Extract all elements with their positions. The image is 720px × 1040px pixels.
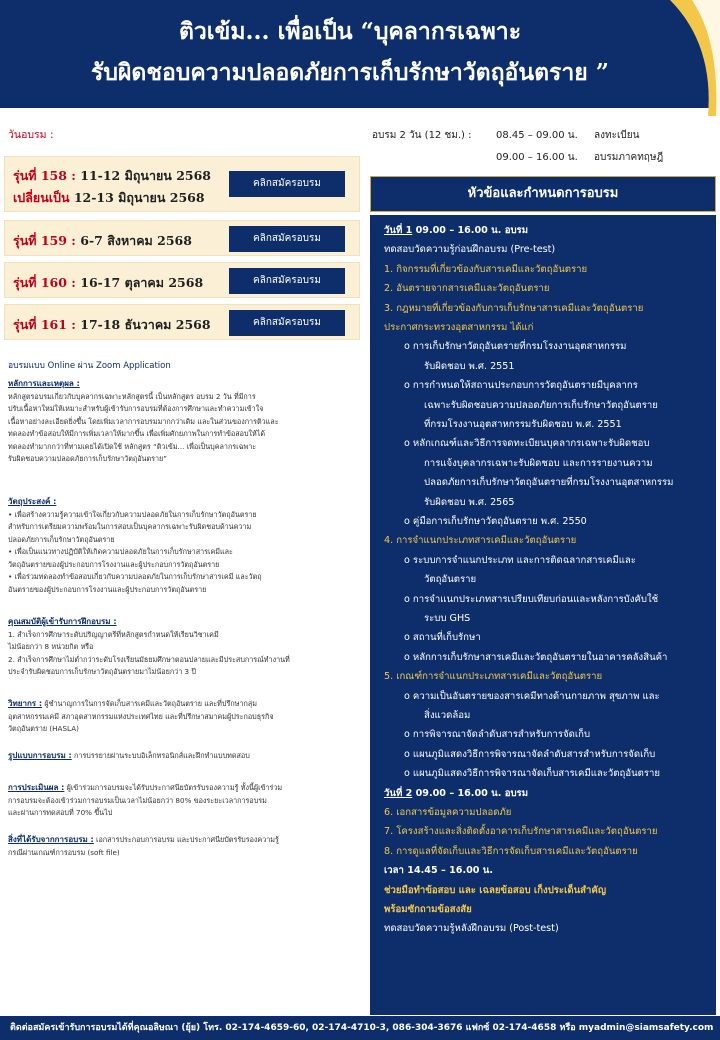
- batch-160-text: รุ่นที่ 160 : 16-17 ตุลาคม 2568: [13, 275, 204, 290]
- batch-160-card: [4, 262, 360, 298]
- speaker-section: [8, 698, 356, 736]
- topic-subitem-cont: เฉพาะรับผิดชอบความปลอดภัยการเก็บรักษาวัตถุอันตราย: [424, 399, 658, 411]
- topic-heading: 4. การจำแนกประเภทสารเคมีและวัตถุอันตราย: [384, 535, 577, 547]
- objective-line: วัตถุอันตรายของผู้ประกอบการโรงงานและผู้ประกอบการวัตถุอันตราย: [8, 559, 220, 569]
- speaker-line: วัตถุอันตราย (HASLA): [8, 724, 79, 733]
- day-header: [384, 223, 528, 238]
- receive-line: เอกสารประกอบการอบรม และประกาศนียบัตรรับรองความรู้: [93, 835, 279, 844]
- page-title-line-1: ติวเข้ม... เพื่อเป็น “บุคลากรเฉพาะ: [178, 18, 522, 45]
- day-time: 09.00 – 16.00 น. อบรม: [412, 787, 529, 799]
- rationale-line: ปรับเนื้อหาใหม่ให้เหมาะสำหรับผู้เข้ารับการอบรมที่ต้องการศึกษาและทำความเข้าใจ: [8, 404, 264, 413]
- speaker-line: อุตสาหกรรมเคมี สภาอุตสาหกรรมแห่งประเทศไทย และที่ปรึกษาสมาคมผู้ประกอบธุรกิจ: [8, 711, 274, 721]
- topic-subitem: o ระบบการจำแนกประเภท และการติดฉลากสารเคมีและ: [404, 554, 636, 566]
- topic-subitem-cont: ปลอดภัยการเก็บรักษาวัตถุอันตรายที่กรมโรงงานอุตสาหกรรม: [424, 477, 674, 489]
- objective-line: อันตรายของผู้ประกอบการโรงงานและผู้ประกอบการวัตถุอันตราย: [8, 584, 207, 594]
- topics-title: หัวข้อและกำหนดการอบรม: [370, 176, 716, 212]
- objective-line: ปลอดภัยการเก็บรักษาวัตถุอันตราย: [8, 534, 115, 544]
- topic-highlight: ช่วยมือทำข้อสอบ และ เฉลยข้อสอบ เก็งประเด็นสำคัญ: [384, 884, 606, 896]
- speaker-title: วิทยากร :: [8, 699, 43, 708]
- online-note: อบรมแบบ Online ผ่าน Zoom Application: [8, 361, 171, 371]
- speaker-line: ผู้ชำนาญการในการจัดเก็บสารเคมีและวัตถุอันตราย และที่ปรึกษากลุ่ม: [42, 699, 257, 708]
- topic-highlight: พร้อมซักถามข้อสงสัย: [384, 904, 472, 915]
- schedule-activity-1: ลงทะเบียน: [594, 130, 640, 141]
- topic-heading: 2. อันตรายจากสารเคมีและวัตถุอันตราย: [384, 283, 550, 295]
- batch-159-card: [4, 220, 360, 256]
- receive-line: กรณีผ่านเกณฑ์การอบรม (soft file): [8, 847, 120, 857]
- topic-subitem-cont: ระบบ GHS: [424, 613, 471, 624]
- topic-subitem: o หลักการเก็บรักษาสารเคมีและวัตถุอันตรายในอาคารคลังสินค้า: [404, 651, 668, 663]
- receive-section: [8, 834, 356, 859]
- training-date-label: วันอบรม :: [8, 129, 54, 141]
- batch-161-card: [4, 304, 360, 340]
- objective-section: [8, 496, 356, 596]
- corner-swoosh-decoration: [630, 0, 720, 116]
- topic-subitem-cont: รับผิดชอบ พ.ศ. 2551: [424, 360, 515, 372]
- batch-158-card: [4, 156, 360, 212]
- format-line: การบรรยายผ่านระบบอิเล็กทรอนิกส์และฝึกทำแบบทดสอบ: [71, 751, 250, 760]
- schedule-time-2: 09.00 – 16.00 น.: [496, 152, 578, 163]
- qualification-line: 2. สำเร็จการศึกษาไม่ต่ำกว่าระดับโรงเรียนมัธยมศึกษาตอนปลายและมีประสบการณ์ทำงานที่: [8, 654, 290, 664]
- topic-heading: 6. เอกสารข้อมูลความปลอดภัย: [384, 807, 512, 818]
- schedule-activity-2: อบรมภาคทฤษฎี: [594, 152, 664, 163]
- evaluation-title: การประเมินผล :: [8, 783, 65, 792]
- topic-heading: 7. โครงสร้างและสิ่งติดตั้งอาคารเก็บรักษาสารเคมีและวัตถุอันตราย: [384, 826, 658, 838]
- qualification-section: [8, 616, 356, 679]
- topic-subitem: o หลักเกณฑ์และวิธีการจดทะเบียนบุคลากรเฉพาะรับผิดชอบ: [404, 438, 650, 450]
- topic-time-note: เวลา 14.45 – 16.00 น.: [384, 865, 493, 877]
- topic-subitem: o แผนภูมิแสดงวิธีการพิจารณาจัดเก็บสารเคมีและวัตถุอันตราย: [404, 768, 661, 780]
- topic-line: ทดสอบวัดความรู้ก่อนฝึกอบรม (Pre-test): [384, 244, 556, 256]
- objective-line: สำหรับการเตรียมความพร้อมในการสอบเป็นบุคลากรเฉพาะรับผิดชอบด้านความ: [8, 522, 252, 531]
- topic-subitem: o การพิจารณาจัดลำดับสารสำหรับการจัดเก็บ: [404, 729, 591, 741]
- rationale-line: รับผิดชอบความปลอดภัยการเก็บรักษาวัตถุอันตราย”: [8, 454, 167, 463]
- qualification-line: ไม่น้อยกว่า 8 หน่วยกิต หรือ: [8, 642, 94, 651]
- topic-heading: 5. เกณฑ์การจำแนกประเภทสารเคมีและวัตถุอันตราย: [384, 671, 603, 683]
- batch-158-text: รุ่นที่ 158 : 11-12 มิถุนายน 2568: [13, 168, 211, 183]
- evaluation-line: ผู้เข้าร่วมการอบรมจะได้รับประกาศนียบัตรรับรองความรู้ ทั้งนี้ผู้เข้าร่วม: [64, 783, 283, 792]
- format-title: รูปแบบการอบรม :: [8, 751, 72, 760]
- topic-subitem-cont: ที่กรมโรงงานอุตสาหกรรมรับผิดชอบ พ.ศ. 2551: [424, 419, 622, 430]
- topic-line: ทดสอบวัดความรู้หลังฝึกอบรม (Post-test): [384, 923, 559, 935]
- qualification-title: คุณสมบัติผู้เข้ารับการฝึกอบรม :: [8, 617, 117, 626]
- objective-line: • เพื่อสร้างความรู้ความเข้าใจเกี่ยวกับความปลอดภัยในการเก็บรักษาวัตถุอันตราย: [8, 509, 257, 519]
- page-title-line-2: รับผิดชอบความปลอดภัยการเก็บรักษาวัตถุอันตราย ”: [90, 59, 610, 86]
- rationale-line: ทดลองทำข้อสอบให้มีการเพิ่มเวลาให้มากขึ้น เพื่อเพิ่มศักยภาพในการทำข้อสอบให้ได้: [8, 429, 266, 438]
- rationale-title: หลักการและเหตุผล :: [8, 379, 80, 388]
- topic-subitem: o ความเป็นอันตรายของสารเคมีทางด้านกายภาพ สุขภาพ และ: [404, 690, 660, 702]
- day-label: วันที่ 2: [384, 787, 413, 799]
- topic-subitem-cont: รับผิดชอบ พ.ศ. 2565: [424, 496, 515, 508]
- objective-line: • เพื่อเป็นแนวทางปฏิบัติให้เกิดความปลอดภัยในการเก็บรักษาสารเคมีและ: [8, 547, 233, 556]
- evaluation-section: [8, 782, 356, 820]
- evaluation-line: และผ่านการทดสอบที่ 70% ขึ้นไป: [8, 808, 113, 817]
- topic-heading: 8. การดูแลที่จัดเก็บและวิธีการจัดเก็บสารเคมีและวัตถุอันตราย: [384, 845, 638, 857]
- batch-159-text: รุ่นที่ 159 : 6-7 สิงหาคม 2568: [13, 233, 192, 248]
- topic-subitem: o แผนภูมิแสดงวิธีการพิจารณาจัดลำดับสารสำหรับการจัดเก็บ: [404, 748, 656, 760]
- topic-subitem: o การกำหนดให้สถานประกอบการวัตถุอันตรายมีบุคลากร: [404, 380, 638, 392]
- topic-subitem-cont: สิ่งแวดล้อม: [424, 710, 471, 721]
- receive-title: สิ่งที่ได้รับจากการอบรม :: [8, 835, 94, 844]
- rationale-line: ทดลองทำมากกว่าที่ทามเคยได้เปิดใช้ หลักสูตร “ติวเข้ม... เพื่อเป็นบุคลากรเฉพาะ: [8, 441, 257, 451]
- header-banner: [0, 0, 720, 108]
- topic-subitem: o สถานที่เก็บรักษา: [404, 632, 481, 644]
- qualification-line: ประจำรับผิดชอบการเก็บรักษาวัตถุอันตรายมาไม่น้อยกว่า 3 ปี: [8, 667, 196, 676]
- topic-heading: 3. กฎหมายที่เกี่ยวข้องกับการเก็บรักษาสารเคมีและวัตถุอันตราย: [384, 302, 644, 314]
- rationale-line: หลักสูตรอบรมเกี่ยวกับบุคลากรเฉพาะหลักสูตรนี้ เป็นหลักสูตร อบรม 2 วัน ที่มีการ: [8, 391, 256, 401]
- format-section: [8, 750, 356, 763]
- register-button-161[interactable]: คลิกสมัครอบรม: [229, 310, 345, 336]
- footer-contact: ติดต่อสมัครเข้ารับการอบรมได้ที่คุณอลิษณา (ยุ้ย) โทร. 02-174-4659-60, 02-174-4710-3, 086-304-3676 แฟกซ์ 02-174-4658 หรือ myadmin@siamsafety.com: [0, 1016, 720, 1040]
- evaluation-line: การอบรมจะต้องเข้าร่วมการอบรมเป็นเวลาไม่น้อยกว่า 80% ของระยะเวลาการอบรม: [8, 795, 267, 805]
- objective-title: วัตถุประสงค์ :: [8, 497, 57, 506]
- rationale-section: [8, 378, 356, 466]
- day-label: วันที่ 1: [384, 225, 413, 236]
- topics-panel: [370, 215, 716, 1015]
- topic-subitem-cont: การแจ้งบุคลากรเฉพาะรับผิดชอบ และการรายงานความ: [424, 457, 653, 469]
- qualification-line: 1. สำเร็จการศึกษาระดับปริญญาตรีที่หลักสูตรกำหนดให้เรียนวิชาเคมี: [8, 629, 219, 639]
- batch-158-changed-text: เปลี่ยนเป็น 12-13 มิถุนายน 2568: [13, 190, 205, 205]
- rationale-line: เนื้อหาอย่างละเอียดยิ่งขึ้น โดยเพิ่มเวลาการอบรมมากกว่าเดิม และในส่วนของการติวและ: [8, 416, 279, 426]
- day-header: [384, 786, 528, 801]
- register-button-160[interactable]: คลิกสมัครอบรม: [229, 268, 345, 294]
- day-time: 09.00 – 16.00 น. อบรม: [412, 225, 529, 236]
- topic-heading: ประกาศกระทรวงอุตสาหกรรม ได้แก่: [384, 322, 534, 333]
- schedule-time-1: 08.45 – 09.00 น.: [496, 130, 578, 141]
- topic-subitem: o การจำแนกประเภทสารเปรียบเทียบก่อนและหลังการบังคับใช้: [404, 593, 659, 605]
- batch-161-text: รุ่นที่ 161 : 17-18 ธันวาคม 2568: [13, 317, 211, 332]
- topic-heading: 1. กิจกรรมที่เกี่ยวข้องกับสารเคมีและวัตถุอันตราย: [384, 263, 588, 275]
- topic-subitem-cont: วัตถุอันตราย: [424, 574, 477, 586]
- topic-subitem: o คู่มือการเก็บรักษาวัตถุอันตราย พ.ศ. 2550: [404, 516, 587, 527]
- schedule-label: อบรม 2 วัน (12 ชม.) :: [372, 130, 472, 141]
- objective-line: • เพื่อร่วมทดลองทำข้อสอบเกี่ยวกับความปลอดภัยในการเก็บรักษาสารเคมี และวัตถุ: [8, 572, 262, 581]
- register-button-159[interactable]: คลิกสมัครอบรม: [229, 226, 345, 252]
- register-button-158[interactable]: คลิกสมัครอบรม: [229, 171, 345, 197]
- topic-subitem: o การเก็บรักษาวัตถุอันตรายที่กรมโรงงานอุตสาหกรรม: [404, 341, 627, 353]
